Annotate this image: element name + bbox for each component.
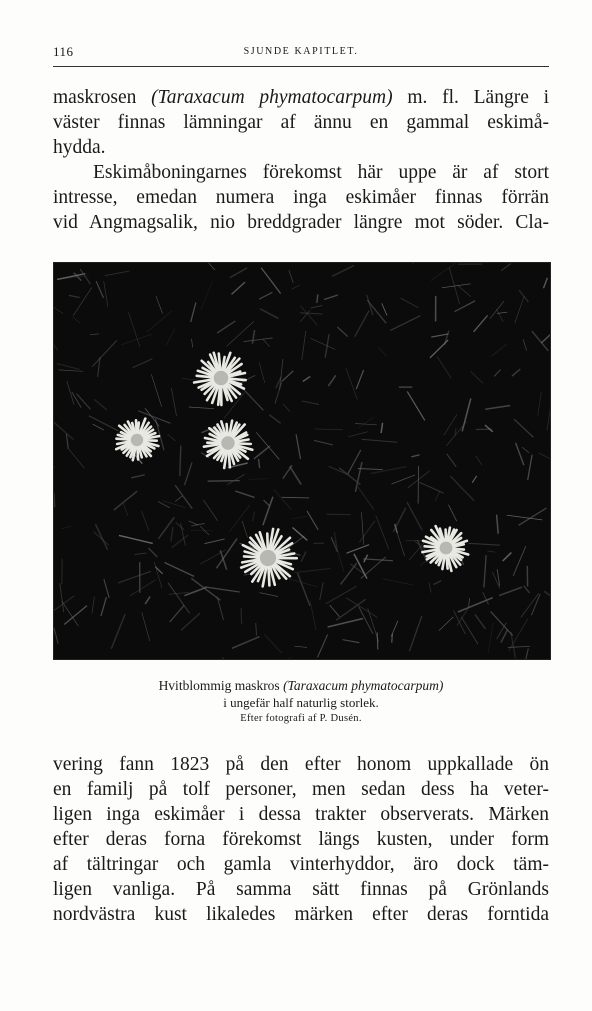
text-line: Eskimåboningarnes förekomst här uppe är af stort [93,162,549,183]
flower-center [440,542,453,555]
text-span: maskrosen [53,87,152,108]
caption-text: Hvitblommig maskros [158,678,284,693]
text-line: vering fann 1823 på den efter honom uppkallade ön [53,754,549,775]
flower-petal [229,449,230,467]
flower-petal [137,446,138,460]
text-line [53,85,549,110]
text-span: m. fl. Längre i [392,87,549,108]
grass-blade [208,481,240,482]
top-paragraph [53,85,549,235]
grass-blade [377,632,378,649]
grass-blade [54,492,55,507]
text-line: intresse, emedan numera inga eskimåer finnas förrän [53,187,549,208]
caption-credit: Efter fotografi af P. Dusén. [240,713,362,724]
photograph-figure [53,262,551,660]
grass-blade [180,446,181,477]
text-line: en familj på tolf personer, men sedan dess ha veter- [53,779,549,800]
flower-center [131,434,143,446]
flower-petal [446,554,447,569]
flower-petal [143,440,157,441]
text-line: väster finnas lämningar af ännu en gammal eskimå- [53,112,549,133]
grass-blade [282,497,309,498]
flower-petal [234,443,251,444]
text-line: nordvästra kust likaledes märken efter deras forntida [53,904,549,925]
bottom-paragraph [53,752,549,927]
flower-petal [219,354,221,372]
text-line: ligen vanliga. På samma sätt finnas på Grönlands [53,879,549,900]
text-line: ligen inga eskimåer i dessa trakter observerats. Märken [53,804,549,825]
caption-title [53,678,549,694]
text-line: vid Angmagsalik, nio breddgrader längre mot söder. Cla- [53,212,549,233]
flower-center [221,436,234,449]
grass-blade [241,608,242,624]
flower-center [260,550,276,566]
flower-center [214,371,229,386]
flower-petal [227,424,228,437]
flower-petal [268,565,269,585]
species-name: (Taraxacum phymatocarpum) [151,87,393,108]
dandelion-photograph [54,263,550,659]
header-rule [53,66,549,67]
page-header [53,44,549,64]
text-line: hydda. [53,137,106,158]
caption-species: (Taraxacum phymatocarpum) [283,678,444,693]
text-line: af tältringar och gamla vinterhyddor, äro dock täm- [53,854,549,875]
caption-scale: i ungefär half naturlig storlek. [223,695,379,710]
flower-petal [267,534,268,551]
running-head: SJUNDE KAPITLET. [243,46,359,57]
page-number: 116 [53,44,74,59]
text-line: efter deras forna förekomst längs kusten, under form [53,829,549,850]
